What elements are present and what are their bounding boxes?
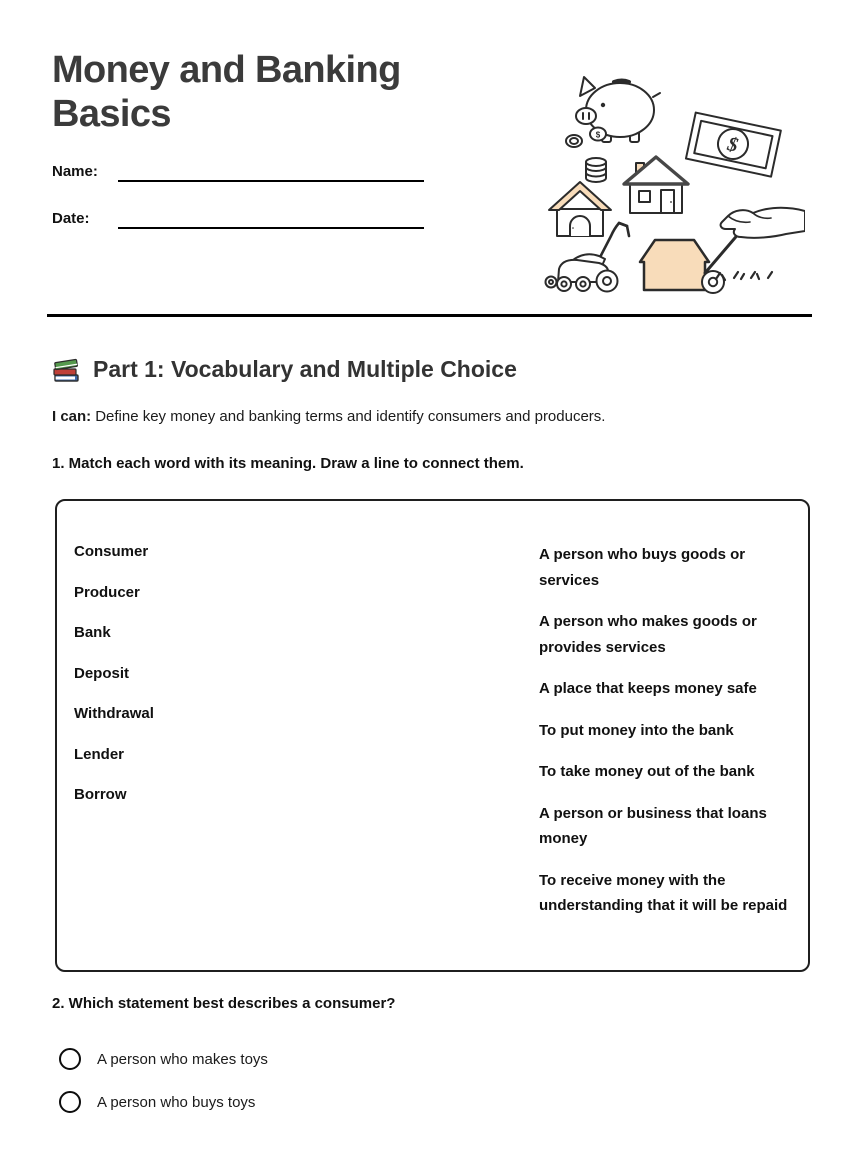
small-house-icon xyxy=(549,182,611,236)
i-can-label: I can: xyxy=(52,408,92,426)
date-input-line[interactable] xyxy=(118,209,424,229)
books-icon xyxy=(52,355,80,383)
i-can-statement xyxy=(52,408,812,425)
match-definition[interactable]: A place that keeps money safe xyxy=(539,680,757,698)
part1-heading-text: Part 1: Vocabulary and Multiple Choice xyxy=(93,355,517,382)
money-banking-illustration xyxy=(543,70,805,300)
match-words-column xyxy=(74,542,539,940)
option-label[interactable]: A person who makes toys xyxy=(97,1050,268,1068)
radio-button[interactable] xyxy=(59,1091,81,1113)
radio-button[interactable] xyxy=(59,1048,81,1070)
piggy-bank-icon xyxy=(576,77,660,142)
name-input-line[interactable] xyxy=(118,162,424,182)
house-icon xyxy=(624,157,688,213)
match-word[interactable]: Deposit xyxy=(74,664,130,682)
match-definition[interactable]: To put money into the bank xyxy=(539,721,734,739)
name-label: Name: xyxy=(52,163,98,181)
section-divider xyxy=(47,314,812,317)
coins-icon xyxy=(566,128,606,148)
match-word[interactable]: Consumer xyxy=(74,543,149,561)
grass-icon xyxy=(716,272,772,280)
match-definition[interactable]: A person or business that loans money xyxy=(539,804,767,848)
matching-exercise-box xyxy=(55,499,810,972)
match-word[interactable]: Lender xyxy=(74,745,125,763)
match-definitions-column xyxy=(539,542,788,940)
i-can-text: Define key money and banking terms and identify consumers and producers. xyxy=(95,408,606,426)
dollar-bill-icon xyxy=(686,113,781,177)
page-title: Money and Banking Basics xyxy=(52,49,401,136)
date-label: Date: xyxy=(52,210,90,228)
coin-stack-icon xyxy=(586,158,606,182)
name-field-row xyxy=(52,162,424,182)
match-word[interactable]: Withdrawal xyxy=(74,705,154,723)
question2-prompt: 2. Which statement best describes a consumer? xyxy=(52,995,396,1013)
date-field-row xyxy=(52,209,424,229)
match-definition[interactable]: A person who makes goods or provides services xyxy=(539,613,757,656)
hand-cart-icon xyxy=(640,208,805,293)
option-row xyxy=(59,1048,812,1070)
match-word[interactable]: Bank xyxy=(74,624,111,642)
option-row xyxy=(59,1091,812,1113)
match-word[interactable]: Producer xyxy=(74,583,140,601)
svg-text:$: $ xyxy=(725,133,740,157)
question1-prompt: 1. Match each word with its meaning. Draw a line to connect them. xyxy=(52,455,524,473)
option-label[interactable]: A person who buys toys xyxy=(97,1093,256,1111)
part1-heading xyxy=(52,355,812,383)
question2-options xyxy=(59,1048,812,1113)
match-definition[interactable]: To receive money with the understanding that it will be repaid xyxy=(539,871,788,915)
svg-text:$: $ xyxy=(595,130,601,140)
match-definition[interactable]: A person who buys goods or services xyxy=(539,546,746,589)
match-word[interactable]: Borrow xyxy=(74,786,127,804)
match-definition[interactable]: To take money out of the bank xyxy=(539,763,755,781)
